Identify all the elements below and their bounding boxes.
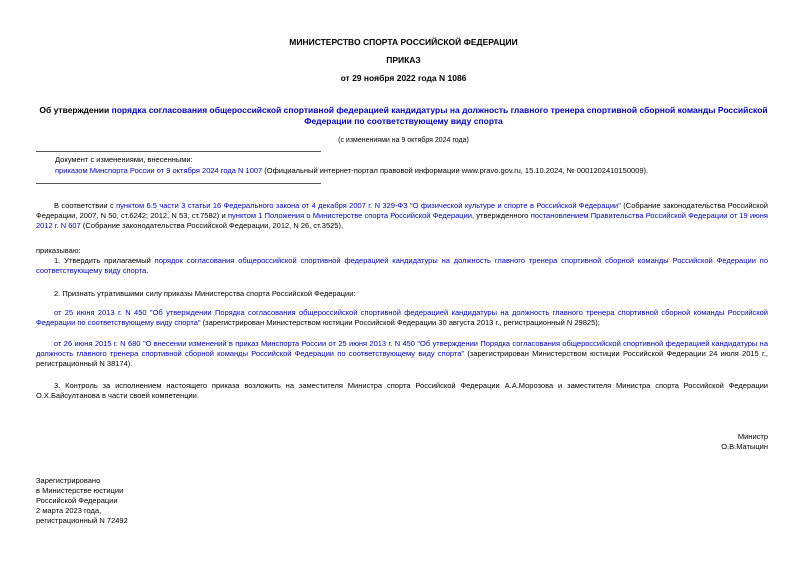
amendments-label: Документ с изменениями, внесенными:: [55, 155, 193, 164]
registration-block: [36, 476, 128, 526]
registration-line: регистрационный N 72492: [36, 516, 128, 525]
preamble-text-4: (Собрание законодательства Российской Федерации, 2012, N 26, ст.3525),: [80, 221, 344, 230]
divider-top: [36, 151, 321, 152]
registration-line: Российской Федерации: [36, 496, 118, 505]
repealed-order-2-text: (зарегистрирован Министерством юстиции Российской Федерации 24 июля 2015 г., регистрационный N 38174).: [36, 349, 768, 368]
doc-date-number: от 29 ноября 2022 года N 1086: [340, 73, 467, 83]
signatory-position: Министр: [737, 432, 768, 441]
repealed-order-1-link[interactable]: от 25 июня 2013 г. N 450 "Об утверждении Порядка согласования общероссийской спортивной федерацией кандидатуры на должность главного тренера спортивной сборной команды Российской Федерации по соответствующему виду спорта": [36, 308, 768, 327]
order-word: приказываю:: [36, 246, 81, 255]
preamble-text-1: В соответствии с: [54, 201, 117, 210]
changes-note: (с изменениями на 9 октября 2024 года): [338, 137, 469, 144]
decree-link[interactable]: постановлением Правительства Российской Федерации от 19 июня 2012 г. N 607: [36, 211, 768, 230]
amendment-source: (Официальный интернет-портал правовой информации www.pravo.gov.ru, 15.10.2024, № 0001202410150009).: [262, 166, 649, 175]
procedure-link[interactable]: порядок согласования общероссийской спортивной федерацией кандидатуры на должность главного тренера спортивной сборной команды Российской Федерации по соответствующему виду спорта: [36, 256, 768, 275]
repealed-order-1-text: (зарегистрирован Министерством юстиции Российской Федерации 30 августа 2013 г., регистрационный N 29825);: [200, 318, 600, 327]
item-2-paragraph: 2. Признать утратившими силу приказы Министерства спорта Российской Федерации:: [54, 289, 356, 298]
registration-line: Зарегистрировано: [36, 476, 101, 485]
item-1-end: .: [146, 266, 149, 275]
item-1-text: 1. Утвердить прилагаемый: [54, 256, 155, 265]
amendment-link[interactable]: приказом Минспорта России от 9 октября 2024 года N 1007: [55, 166, 263, 175]
divider-bottom: [36, 183, 321, 184]
document-title: [36, 105, 771, 127]
title-prefix: Об утверждении: [39, 105, 112, 115]
signatory-name: О.В.Матыцин: [721, 442, 768, 451]
law-link[interactable]: пунктом 6.5 части 3 статьи 16 Федерального закона от 4 декабря 2007 г. N 329-ФЗ "О физической культуре и спорте в Российской Федерации": [116, 201, 621, 210]
title-link[interactable]: порядка согласования общероссийской спортивной федерацией кандидатуры на должность главного тренера спортивной сборной команды Российской Федерации по соответствующему виду спорта: [111, 105, 768, 126]
registration-line: 2 марта 2023 года,: [36, 506, 102, 515]
registration-line: в Министерстве юстиции: [36, 486, 124, 495]
item-1-paragraph: [36, 256, 768, 276]
repealed-order-1: [36, 308, 768, 328]
repealed-order-2-link[interactable]: от 26 июня 2015 г. N 680 "О внесении изменений в приказ Минспорта России от 25 июня 2013 г. N 450 "Об утверждении Порядка согласования общероссийской спортивной федерацией кандидатуры на должность главного тренера спортивной сборной команды Российской Федерации по соответствующему виду спорта": [36, 339, 768, 358]
item-3-paragraph: 3. Контроль за исполнением настоящего приказа возложить на заместителя Министра спорта Российской Федерации А.А.Морозова и заместителя Министра спорта Российской Федерации О.Х.Байсултанова в части своей компетенции.: [36, 381, 768, 400]
preamble-text-3: , утвержденного: [471, 211, 531, 220]
repealed-order-2: [36, 339, 768, 369]
ministry-heading: МИНИСТЕРСТВО СПОРТА РОССИЙСКОЙ ФЕДЕРАЦИИ: [289, 37, 518, 47]
preamble-paragraph: [36, 201, 768, 231]
doc-type-heading: ПРИКАЗ: [386, 55, 421, 65]
signature-block: [721, 432, 768, 452]
amendments-entry: [55, 166, 648, 176]
preamble-text-2: (Собрание законодательства Российской Федерации, 2007, N 50, ст.6242; 2012, N 53, ст.7582) и: [36, 201, 768, 220]
regulation-link[interactable]: пунктом 1 Положения о Министерстве спорта Российской Федерации: [227, 211, 472, 220]
